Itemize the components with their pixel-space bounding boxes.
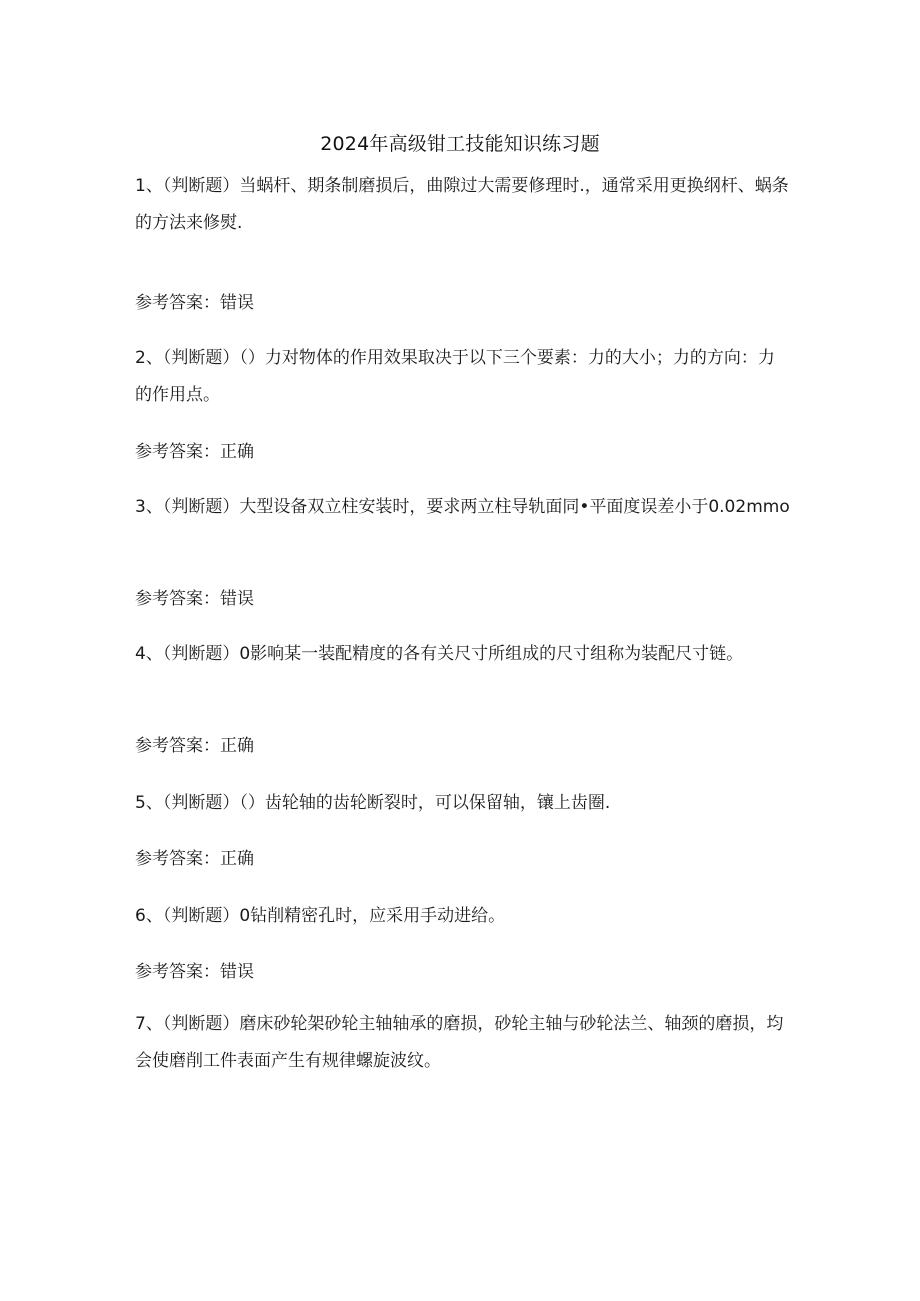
question-1: 1、（判断题）当蜗杆、期条制磨损后，曲隙过大需要修理时.，通常采用更换纲杆、蜗条的方法来修熨. bbox=[135, 176, 789, 233]
answer-5: 参考答案：正确 bbox=[135, 849, 254, 869]
document-title: 2024年高级钳工技能知识练习题 bbox=[320, 133, 600, 155]
question-4: 4、（判断题）0影响某一装配精度的各有关尺寸所组成的尺寸组称为装配尺寸链。 bbox=[135, 644, 744, 664]
question-3: 3、（判断题）大型设备双立柱安装时，要求两立柱导轨面同•平面度误差小于0.02mmo bbox=[135, 497, 790, 517]
question-6: 6、（判断题）0钻削精密孔时，应采用手动进给。 bbox=[135, 906, 506, 926]
answer-4: 参考答案：正确 bbox=[135, 736, 254, 756]
answer-2: 参考答案：正确 bbox=[135, 442, 254, 462]
answer-1: 参考答案：错误 bbox=[135, 293, 254, 313]
question-2: 2、（判断题）（）力对物体的作用效果取决于以下三个要素：力的大小；力的方向：力的作用点。 bbox=[135, 348, 775, 405]
answer-3: 参考答案：错误 bbox=[135, 589, 254, 609]
question-5: 5、（判断题）（）齿轮轴的齿轮断裂时，可以保留轴，镶上齿圈. bbox=[135, 793, 611, 813]
question-7: 7、（判断题）磨床砂轮架砂轮主轴轴承的磨损，砂轮主轴与砂轮法兰、轴颈的磨损，均会使磨削工件表面产生有规律螺旋波纹。 bbox=[135, 1014, 784, 1071]
answer-6: 参考答案：错误 bbox=[135, 962, 254, 982]
